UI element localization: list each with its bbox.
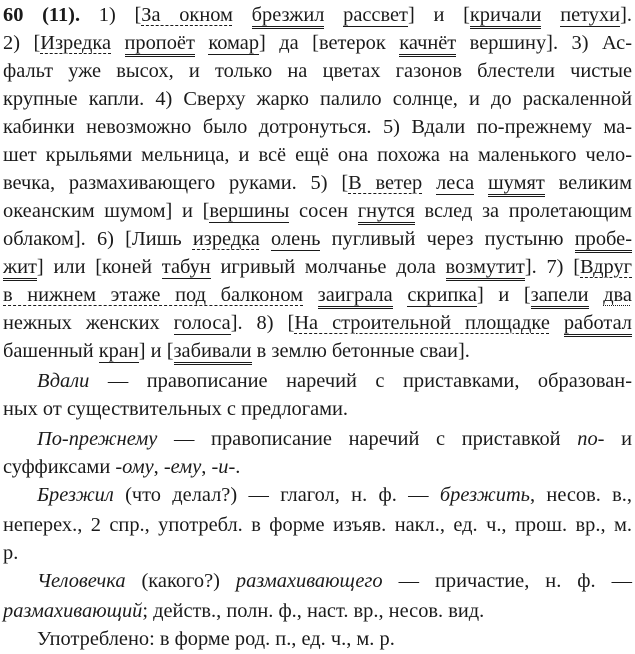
text-segment: пугливый через пустыню	[320, 228, 575, 250]
adverbial-word: в нижнем этаже под балконом	[3, 284, 304, 306]
subject-word: вершины	[209, 200, 290, 222]
text-segment: .	[235, 456, 241, 478]
italic-term: -и-	[211, 456, 236, 478]
text-segment: суффиксами	[3, 456, 116, 478]
note-line	[3, 625, 632, 653]
text-segment	[589, 284, 604, 306]
text-segment: сосен	[289, 200, 358, 222]
exercise-line	[3, 281, 632, 309]
text-segment: — правописание наречий с приставкой	[157, 428, 578, 450]
predicate-word: запели	[531, 284, 589, 309]
text-segment: кабинки невозможно было дотронуться. 5) Вдали по-прежнему ма-	[3, 116, 632, 138]
note-line	[3, 567, 632, 595]
exercise-line	[3, 309, 632, 337]
text-segment: ].	[620, 4, 632, 26]
subject-word: комар	[208, 32, 260, 54]
subject-word: рассвет	[343, 4, 408, 26]
text-segment	[541, 4, 560, 26]
text-segment: игривый молчанье дола	[210, 256, 446, 278]
text-segment: — причастие, н. ф. —	[382, 570, 633, 592]
exercise-line	[3, 169, 632, 197]
text-segment: ных от существительных с предлогами.	[3, 398, 349, 420]
text-segment: ; действ., полн. ф., наст. вр., несов. вид.	[142, 600, 485, 622]
predicate-word: жит	[3, 256, 37, 281]
text-segment	[393, 284, 408, 306]
italic-term: брезжить	[439, 484, 530, 506]
text-segment	[474, 172, 488, 194]
adverbial-word: два	[603, 284, 632, 306]
text-segment: 1) [	[98, 4, 142, 26]
text-segment: и	[604, 428, 632, 450]
text-segment: башенный	[3, 340, 99, 362]
text-segment: ] или [коней	[36, 256, 162, 278]
note-line	[3, 597, 632, 625]
exercise-number: 60 (11).	[3, 4, 81, 26]
text-segment: в землю бетонные сваи].	[251, 340, 470, 362]
adverbial-word: Вдруг	[580, 256, 632, 278]
predicate-word: кричали	[470, 4, 542, 29]
note-line	[3, 539, 632, 567]
exercise-line	[3, 197, 632, 225]
italic-term: размахивающего	[235, 570, 383, 592]
text-segment: 2) [	[3, 32, 41, 54]
note-line	[3, 453, 632, 481]
text-segment: ]. 7) [	[524, 256, 581, 278]
text-segment	[260, 228, 271, 250]
predicate-word: гнутся	[358, 200, 415, 225]
predicate-word: работал	[564, 312, 632, 337]
text-segment: вечка, размахивающего руками. 5) [	[3, 172, 349, 194]
predicate-word: заиграла	[318, 284, 393, 309]
note-line	[3, 425, 632, 453]
exercise-line	[3, 113, 632, 141]
note-line	[3, 395, 632, 423]
text-segment: ] да [ветерок	[259, 32, 400, 54]
subject-word: голоса	[173, 312, 231, 334]
text-segment: ,	[153, 456, 164, 478]
text-segment: фальт уже высох, и только на цветах газонов блестели чистые	[3, 60, 632, 82]
exercise-line	[3, 141, 632, 169]
text-segment: облаком]. 6) [Лишь	[3, 228, 193, 250]
text-segment	[233, 4, 252, 26]
subject-word: петухи	[560, 4, 621, 26]
italic-term: размахивающий	[3, 600, 143, 622]
adverbial-word: Изредка	[40, 32, 112, 54]
exercise-line	[3, 29, 632, 57]
predicate-word: забивали	[174, 340, 252, 365]
text-segment: неперех., 2 спр., употребл. в форме изъяв. накл., ед. ч., прош. вр., м.	[3, 514, 632, 536]
text-segment: , несов. в.,	[529, 484, 633, 506]
text-segment	[195, 32, 208, 54]
text-segment: (что делал?) — глагол, н. ф. —	[113, 484, 440, 506]
text-segment: р.	[3, 542, 19, 564]
exercise-line	[3, 57, 632, 85]
subject-word: табун	[161, 256, 211, 278]
text-segment	[111, 32, 124, 54]
exercise-line	[3, 253, 632, 281]
text-segment: вершину]. 3) Ас-	[456, 32, 633, 54]
predicate-word: пропоёт	[125, 32, 195, 57]
text-segment: ,	[201, 456, 212, 478]
text-segment: океанским шумом] и [	[3, 200, 210, 222]
predicate-word: пробе-	[575, 228, 632, 253]
note-line	[3, 481, 632, 509]
italic-term: -ому	[115, 456, 154, 478]
adverbial-word: изредка	[192, 228, 260, 250]
text-segment: Употреблено: в форме род. п., ед. ч., м. р.	[37, 628, 395, 650]
italic-term: -ему	[163, 456, 202, 478]
predicate-word: брезжил	[252, 4, 325, 29]
text-segment: нежных женских	[3, 312, 174, 334]
subject-word: олень	[271, 228, 321, 250]
adverbial-word: За окном	[141, 4, 233, 26]
italic-term: Вдали	[37, 370, 90, 392]
text-segment	[550, 312, 564, 334]
text-segment	[303, 284, 318, 306]
text-segment: ]. 8) [	[230, 312, 295, 334]
note-line	[3, 511, 632, 539]
subject-word: леса	[436, 172, 475, 194]
text-segment	[324, 4, 343, 26]
adverbial-word: В ветер	[348, 172, 423, 194]
predicate-word: шумят	[488, 172, 545, 197]
text-segment: ] и [	[476, 284, 531, 306]
predicate-word: качнёт	[399, 32, 456, 57]
italic-term: по-	[577, 428, 605, 450]
italic-term: По-прежнему	[37, 428, 158, 450]
subject-word: скрипка	[407, 284, 477, 306]
text-segment	[422, 172, 436, 194]
text-segment: ] и [	[407, 4, 470, 26]
subject-word: кран	[98, 340, 139, 362]
text-segment: — правописание наречий с приставками, образован-	[89, 370, 632, 392]
exercise-line	[3, 1, 632, 29]
text-segment: шет крыльями мельница, и всё ещё она похожа на маленького чело-	[3, 144, 632, 166]
text-segment: великим	[544, 172, 632, 194]
italic-term: Человечка	[37, 570, 126, 592]
text-segment: вслед за пролетающим	[414, 200, 633, 222]
exercise-line	[3, 85, 632, 113]
exercise-line	[3, 337, 632, 365]
exercise-line	[3, 225, 632, 253]
text-segment: крупные капли. 4) Сверху жарко палило солнце, и до раскаленной	[3, 88, 632, 110]
text-segment: ] и [	[138, 340, 174, 362]
predicate-word: возмутит	[446, 256, 525, 281]
adverbial-word: На строительной площадке	[294, 312, 550, 334]
italic-term: Брезжил	[37, 484, 114, 506]
note-line	[3, 367, 632, 395]
text-segment: (какого?)	[125, 570, 236, 592]
